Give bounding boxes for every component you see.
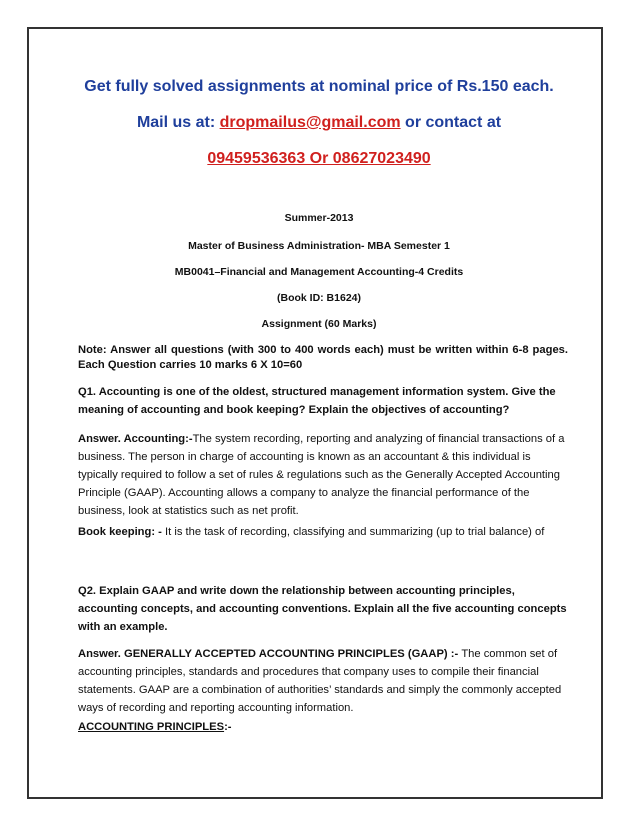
q2-answer-label: Answer. GENERALLY ACCEPTED ACCOUNTING PRINCIPLES (GAAP) :- [78, 648, 462, 660]
q1-answer-label: Answer. Accounting:- [78, 433, 193, 445]
mail-prefix: Mail us at: [136, 114, 220, 131]
session-label: Summer-2013 [284, 212, 354, 224]
promo-price-line [0, 78, 638, 96]
note-line-2: Each Question carries 10 marks 6 X 10=60 [78, 359, 303, 371]
q1-answer-text: The system recording, reporting and analyzing of financial transactions of a business. The person in charge of accounting is known as an accountant & this individual is typically required to follow a set of rules & regulations such as the Generally Accepted Accounting Principle (GAAP). Accounting allows a company to analyze the financial performance of the business, look at statistics such as net profit. [78, 433, 565, 517]
promo-price-text: Get fully solved assignments at nominal price of Rs.150 each. [84, 78, 554, 95]
q2-answer-text: The common set of accounting principles, standards and procedures that company uses to compile their financial statements. GAAP are a combination of authorities’ standards and simply the commonly accepted ways of recording and reporting accounting information. [78, 648, 562, 714]
course-label: MB0041–Financial and Management Accounting-4 Credits [174, 266, 464, 278]
q1-question: Q1. Accounting is one of the oldest, structured management information system. Give the meaning of accounting and book keeping? Explain the objectives of accounting? [78, 386, 556, 416]
assignment-label: Assignment (60 Marks) [261, 318, 377, 330]
mail-suffix: or contact at [400, 114, 502, 131]
email-link[interactable]: dropmailus@gmail.com [219, 114, 401, 131]
book-id-label: (Book ID: B1624) [276, 292, 361, 304]
promo-phone-line [0, 150, 638, 168]
promo-mail-line [0, 114, 638, 132]
note-line-1: Note: Answer all questions (with 300 to 400 words each) must be written within 6-8 pages. [78, 344, 568, 356]
note-block [78, 343, 568, 373]
bookkeeping-label: Book keeping: - [78, 526, 166, 538]
q1-answer [78, 430, 568, 520]
bookkeeping-text: It is the task of recording, classifying and summarizing (up to trial balance) of [165, 526, 545, 538]
q2-answer [78, 645, 568, 717]
program-label: Master of Business Administration- MBA Semester 1 [188, 240, 450, 252]
q2-question: Q2. Explain GAAP and write down the relationship between accounting principles, accounting concepts, and accounting conventions. Explain all the five accounting concepts with an example. [78, 585, 567, 633]
principles-heading-suffix: :- [224, 721, 232, 733]
principles-heading-text: ACCOUNTING PRINCIPLES [78, 721, 225, 733]
principles-heading [78, 718, 568, 736]
bookkeeping-para [78, 523, 568, 541]
phone-numbers: 09459536363 Or 08627023490 [207, 150, 431, 167]
